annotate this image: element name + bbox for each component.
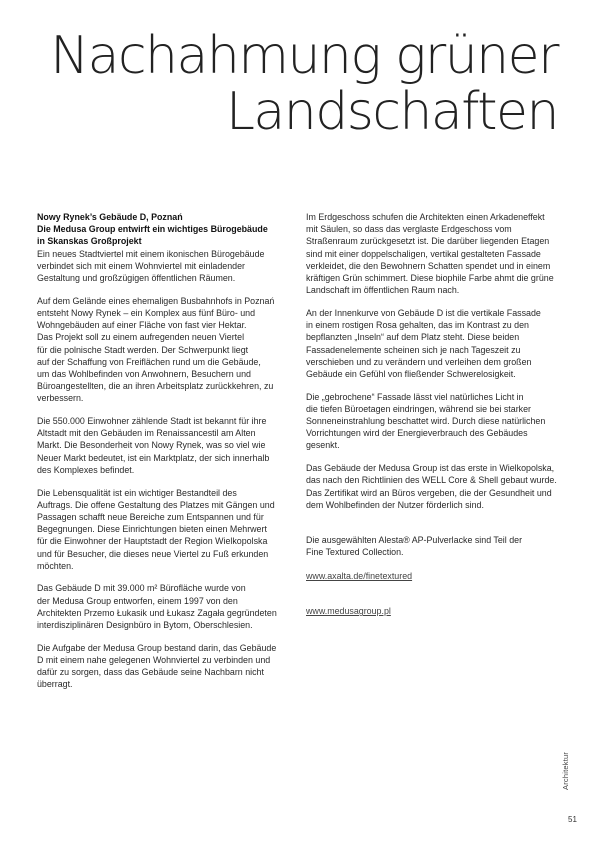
article-subtitle: Nowy Rynek’s Gebäude D, Poznań [37,212,183,222]
right-column [306,211,564,628]
left-column [37,211,287,701]
paragraph: Das Gebäude D mit 39.000 m² Bürofläche wurde von der Medusa Group entworfen, einem 1997 von den Architekten Przemo Łukasik und Łukasz Zagała gegründeten interdisziplinären Designbüro in Bytom, Oberschlesien. [37,583,277,631]
paragraph: Die Aufgabe der Medusa Group bestand darin, das Gebäude D mit einem nahe gelegenen Wohnviertel zu verbinden und dafür zu sorgen, dass das Gebäude seine Nachbarn nicht überragt. [37,642,277,690]
title-line-2: Landschaften [225,82,558,142]
article-deck: Die Medusa Group entwirft ein wichtiges Bürogebäude in Skanskas Großprojekt [37,224,268,247]
title-line-1: Nachahmung grüner [50,26,558,86]
link-paragraph [306,558,564,582]
paragraph: Die „gebrochene“ Fassade lässt viel natürliches Licht in die tiefen Büroetagen eindringen, während sie bei starker Sonneneinstrahlung beschattet wird. Durch diese natürlichen Vorrichtungen wird der Energieverbrauch des Gebäudes gesenkt. [306,391,546,451]
paragraph: Das Gebäude der Medusa Group ist das erste in Wielkopolska, das nach den Richtlinien des WELL Core & Shell gebaut wurde. Das Zertifikat wird an Büros vergeben, die der Gesundheit und dem Wohlbefinden der Nutzer förderlich sind. [306,463,557,510]
paragraph: An der Innenkurve von Gebäude D ist die vertikale Fassade in einem rostigen Rosa gehalten, das im Kontrast zu den bepflanzten „Inseln“ auf dem Platz steht. Diese beiden Fassadenelemente scheinen sich je nach Tageszeit zu verschieben und zu verändern und verleihen dem großen Gebäude ein Gefühl von fließender Schwerelosigkeit. [306,307,541,379]
medusa-link[interactable]: www.medusagroup.pl [306,606,391,617]
page-title [50,28,558,140]
paragraph: Ein neues Stadtviertel mit einem ikonischen Bürogebäude verbindet sich mit einem Wohnviertel mit einladender Gestaltung und großzügigen öffentlichen Räumen. [37,248,265,284]
paragraph [306,521,564,558]
paragraph: Auf dem Gelände eines ehemaligen Busbahnhofs in Poznań entsteht Nowy Rynek – ein Komplex aus fünf Büro- und Wohngebäuden auf einer Fläche von fast vier Hektar. Das Projekt soll zu einem aufregenden neuen Viertel für die polnische Stadt werden. Der Schwerpunkt liegt auf der Schaffung von Freiflächen rund um die Gebäude, um das Wohlbefinden von Anwohnern, Besuchern und Büroangestellten, die an ihren Arbeitsplatz zurückkehren, zu verbessern. [37,295,275,404]
paragraph: Die 550.000 Einwohner zählende Stadt ist bekannt für ihre Altstadt mit den Gebäuden im Renaissancestil am Alten Markt. Die Besonderheit von Nowy Rynek, was so viel wie Neuer Markt bedeutet, ist ein Marktplatz, der sich innerhalb des Komplexes befindet. [37,416,270,475]
paragraph: Im Erdgeschoss schufen die Architekten einen Arkadeneffekt mit Säulen, so dass das verglaste Erdgeschoss vom Straßenraum zurückgesetzt ist. Die darüber liegenden Etagen sind mit einer doppelschaligen, vertikal gestalteten Fassade verkleidet, die den Bewohnern Schatten spendet und in einem kräftigen Grün schimmert. Diese biophile Farbe ahmt die grüne Landschaft im öffentlichen Raum nach. [306,212,554,296]
axalta-link[interactable]: www.axalta.de/finetextured [306,571,413,582]
section-label: Architektur [561,751,570,790]
paragraph: Die Lebensqualität ist ein wichtiger Bestandteil des Auftrags. Die offene Gestaltung des Platzes mit Gängen und Passagen schafft neue Bereiche zum Entspannen und für Begegnungen. Diese Einrichtungen bieten einen Mehrwert für die Einwohner der Hauptstadt der Region Wielkopolska und für Besucher, die dieses neue Viertel zu Fuß erkunden möchten. [37,487,275,571]
page-number: 51 [568,815,577,824]
product-note: Die ausgewählten Alesta® AP-Pulverlacke sind Teil der Fine Textured Collection. [306,534,523,557]
link-paragraph [306,593,564,617]
